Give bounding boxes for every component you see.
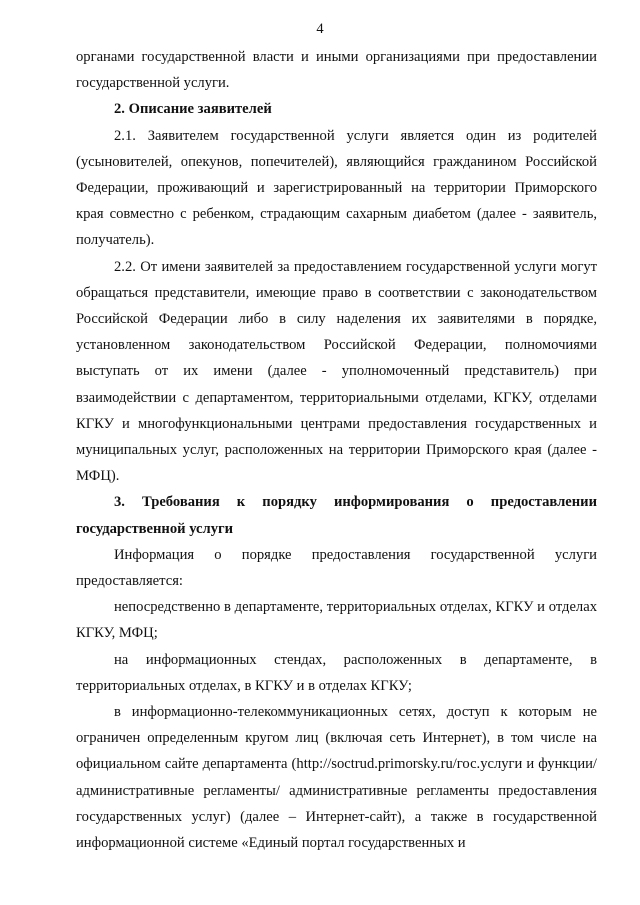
intro-paragraph: органами государственной власти и иными организациями при предоставлении государственной услуги. xyxy=(76,49,597,92)
page-number: 4 xyxy=(316,21,324,37)
paragraph-3-networks: в информационно-телекоммуникационных сетях, доступ к которым не ограничен определенным кругом лиц (включая сеть Интернет), в том числе на официальном сайте департамента (http://soctrud.primorsky.ru/гос.услуги и функции/административные регламенты/ административные регламенты предоставления государственных услуг) (далее – Интернет-сайт), а также в государственной информационной системе «Единый портал государственных и xyxy=(76,704,597,852)
paragraph-3-info: Информация о порядке предоставления государственной услуги предоставляется: xyxy=(76,546,597,590)
document-body xyxy=(76,44,597,856)
section-2-heading: 2. Описание заявителей xyxy=(114,101,272,118)
paragraph-2-2: 2.2. От имени заявителей за предоставлением государственной услуги могут обращаться представители, имеющие право в соответствии с законодательством Российской Федерации либо в силу наделения их заявителями в порядке, установленном законодательством Российской Федерации, полномочиями выступать от их имени (далее - уполномоченный представитель) при взаимодействии с департаментом, территориальными отделами, КГКУ, отделами КГКУ и многофункциональными центрами предоставления государственных и муниципальных услуг, расположенных на территории Приморского края (далее - МФЦ). xyxy=(76,258,597,485)
paragraph-2-1: 2.1. Заявителем государственной услуги является один из родителей (усыновителей, опекунов, попечителей), являющийся гражданином Российской Федерации, проживающий и зарегистрированный на территории Приморского края совместно с ребенком, страдающим сахарным диабетом (далее - заявитель, получатель). xyxy=(76,127,597,249)
paragraph-3-direct: непосредственно в департаменте, территориальных отделах, КГКУ и отделах КГКУ, МФЦ; xyxy=(76,599,597,642)
section-3-heading: 3. Требования к порядку информирования о предоставлении государственной услуги xyxy=(76,494,597,537)
paragraph-3-stands: на информационных стендах, расположенных в департаменте, в территориальных отделах, в КГКУ и в отделах КГКУ; xyxy=(76,651,597,694)
